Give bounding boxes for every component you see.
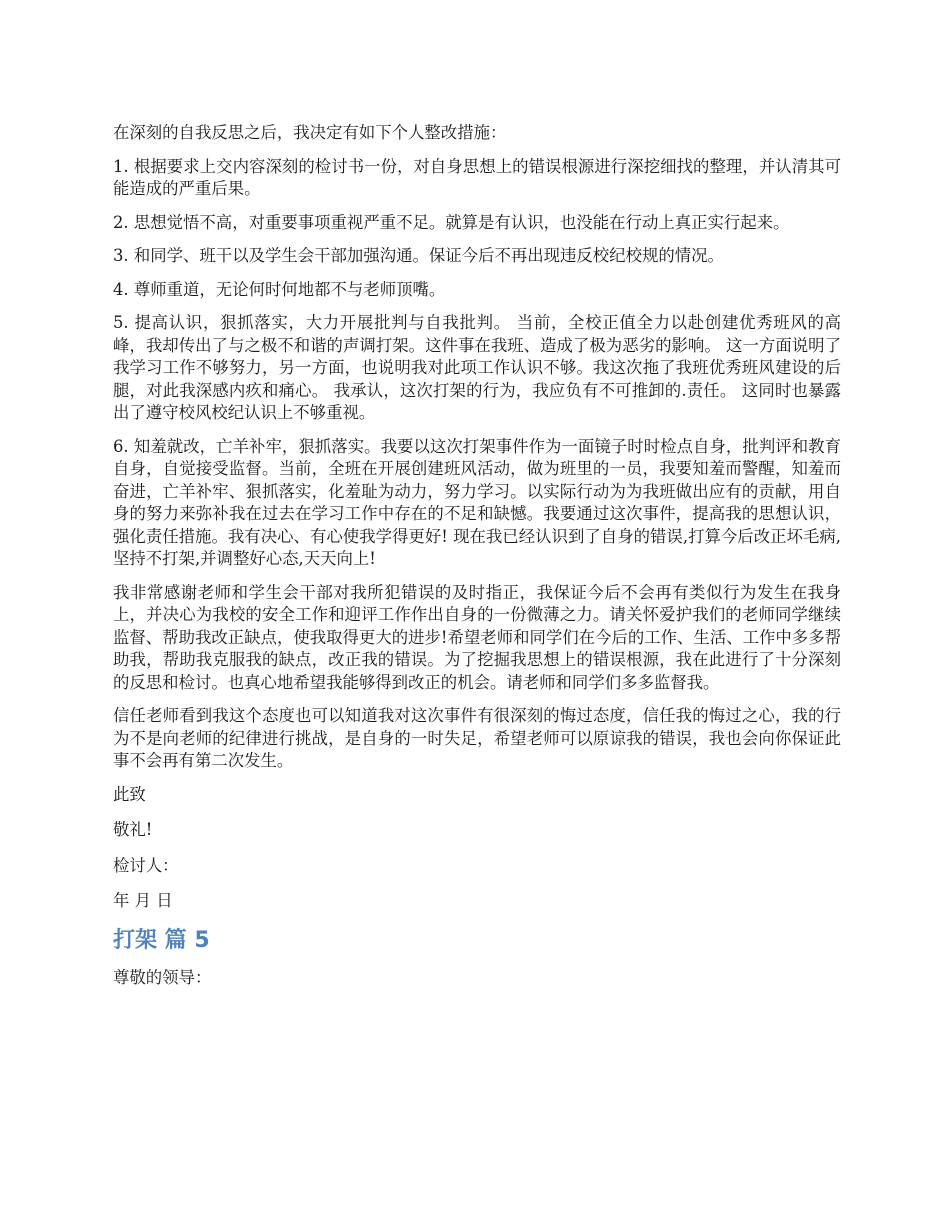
document-page: [113, 122, 841, 1002]
section-heading: 打架 篇 5: [113, 927, 210, 953]
measure-item-2: 2. 思想觉悟不高，对重要事项重视严重不足。就算是有认识，也没能在行动上真正实行起来。: [113, 212, 790, 232]
measure-item-1: 1. 根据要求上交内容深刻的检讨书一份，对自身思想上的错误根源进行深挖细找的整理，并认清其可能造成的严重后果。: [113, 156, 841, 198]
measure-item-6: 6. 知羞就改，亡羊补牢，狠抓落实。我要以这次打架事件作为一面镜子时时检点自身，批判评和教育自身，自觉接受监督。当前，全班在开展创建班风活动，做为班里的一员，我要知羞而警醒，知羞而奋进，亡羊补牢、狠抓落实，化羞耻为动力，努力学习。以实际行动为为我班做出应有的贡献，用自身的努力来弥补我在过去在学习工作中存在的不足和缺憾。我要通过这次事件，提高我的思想认识，强化责任措施。我有决心、有心使我学得更好! 现在我已经认识到了自身的错误,打算今后改正坏毛病,坚持不打架,并调整好心态,天天向上!: [113, 436, 841, 568]
intro-paragraph: 在深刻的自我反思之后，我决定有如下个人整改措施：: [113, 123, 507, 142]
date-label: 年 月 日: [113, 891, 173, 910]
signer-label: 检讨人：: [113, 855, 179, 875]
closing-line-1: 此致: [113, 784, 146, 804]
closing-line-2: 敬礼!: [113, 820, 153, 839]
thanks-paragraph: 我非常感谢老师和学生会干部对我所犯错误的及时指正，我保证今后不会再有类似行为发生在我身上，并决心为我校的安全工作和迎评工作作出自身的一份微薄之力。请关怀爱护我们的老师同学继续监督、帮助我改正缺点，使我取得更大的进步!希望老师和同学们在今后的工作、生活、工作中多多帮助我，帮助我克服我的缺点，改正我的错误。为了挖掘我思想上的错误根源，我在此进行了十分深刻的反思和检讨。也真心地希望我能够得到改正的机会。请老师和同学们多多监督我。: [113, 582, 841, 692]
measure-item-5: 5. 提高认识，狠抓落实，大力开展批判与自我批判。 当前，全校正值全力以赴创建优秀班风的高峰，我却传出了与之极不和谐的声调打架。这件事在我班、造成了极为恶劣的影响。 这一方面说明了我学习工作不够努力，另一方面，也说明我对此项工作认识不够。我这次拖了我班优秀班风建设的后腿，对此我深感内疚和痛心。 我承认，这次打架的行为，我应负有不可推卸的.责任。 这同时也暴露出了遵守校风校纪认识上不够重视。: [113, 313, 841, 422]
trust-paragraph: 信任老师看到我这个态度也可以知道我对这次事件有很深刻的悔过态度，信任我的悔过之心，我的行为不是向老师的纪律进行挑战，是自身的一时失足，希望老师可以原谅我的错误，我也会向你保证此事不会再有第二次发生。: [113, 706, 841, 770]
measure-item-3: 3. 和同学、班干以及学生会干部加强沟通。保证今后不再出现违反校纪校规的情况。: [113, 246, 724, 265]
next-salutation: 尊敬的领导：: [113, 967, 212, 987]
measure-item-4: 4. 尊师重道，无论何时何地都不与老师顶嘴。: [113, 279, 446, 299]
